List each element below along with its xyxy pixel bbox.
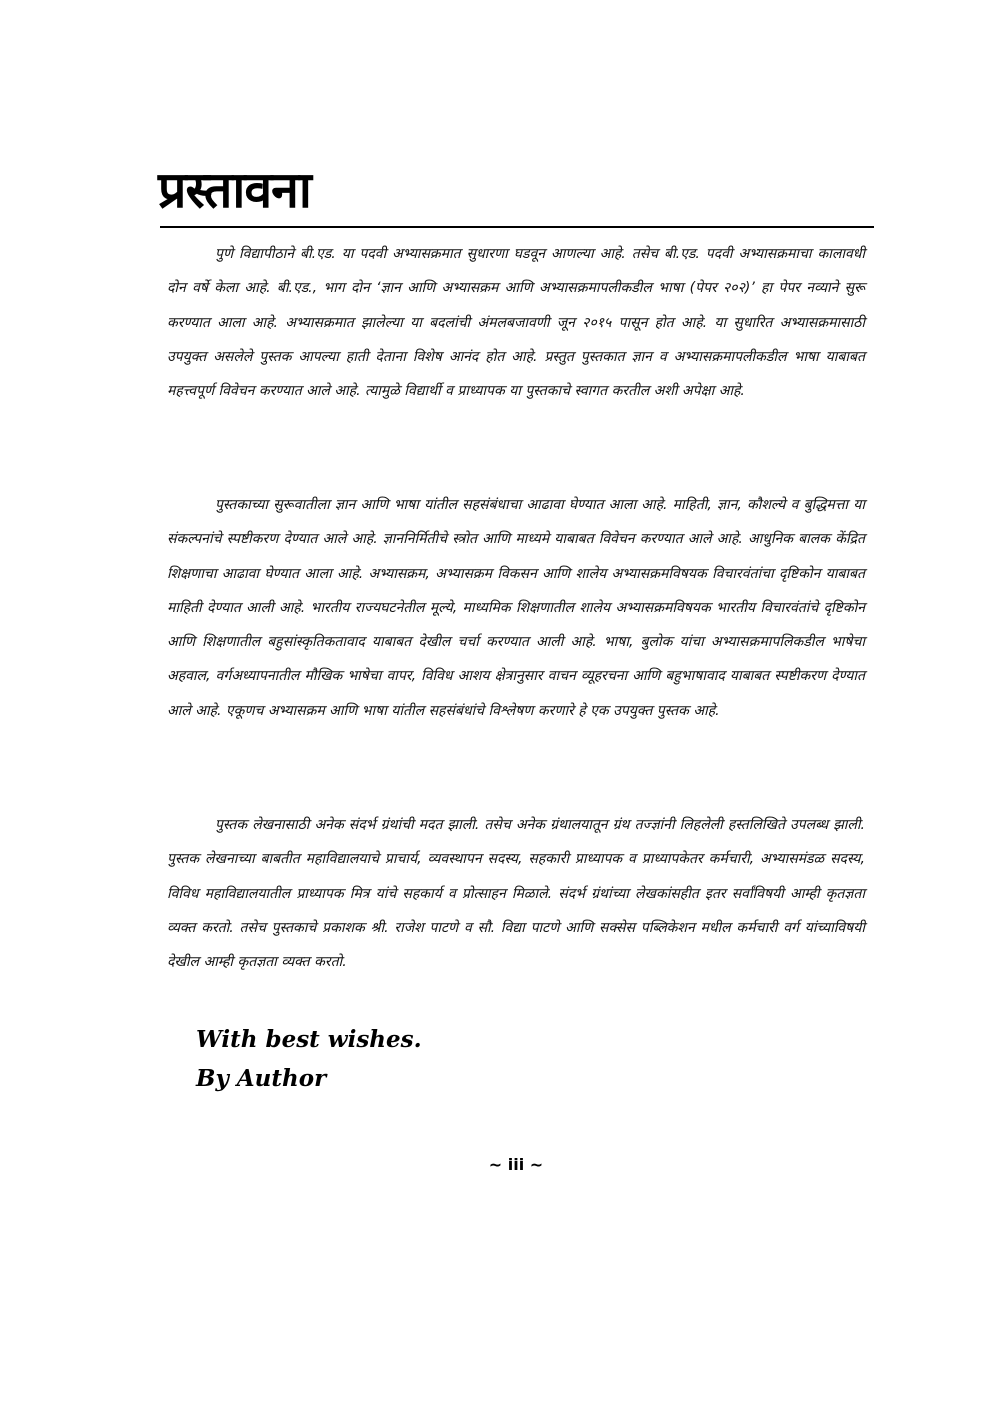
paragraph-text: पुस्तकाच्या सुरूवातीला ज्ञान आणि भाषा यांतील सहसंबंधाचा आढावा घेण्यात आला आहे. माहिती, ज्ञान, कौशल्ये व बुद्धिमत्ता या संकल्पनांचे स्पष्टीकरण देण्यात आले आहे. ज्ञाननिर्मितीचे स्त्रोत आणि माध्यमे याबाबत विवेचन करण्यात आले आहे. आधुनिक बालक केंद्रित शिक्षणाचा आढावा घेण्यात आला आहे. अभ्यासक्रम, अभ्यासक्रम विकसन आणि शालेय अभ्यासक्रमविषयक विचारवंतांचा दृष्टिकोन याबाबत माहिती देण्यात आली आहे. भारतीय राज्यघटनेतील मूल्ये, माध्यमिक शिक्षणातील शालेय अभ्यासक्रमविषयक भारतीय विचारवंतांचे दृष्टिकोन आणि शिक्षणातील बहुसांस्कृतिकतावाद याबाबत देखील चर्चा करण्यात आली आहे. भाषा, बुलोक यांचा अभ्यासक्रमापलिकडील भाषेचा अहवाल, वर्गअध्यापनातील मौखिक भाषेचा वापर, विविध आशय क्षेत्रानुसार वाचन व्यूहरचना आणि बहुभाषावाद याबाबत स्पष्टीकरण देण्यात आले आहे. एकूणच अभ्यासक्रम आणि भाषा यांतील सहसंबंधांचे विश्लेषण करणारे हे एक उपयुक्त पुस्तक आहे.	[167, 497, 865, 719]
page-title: प्रस्तावना	[158, 161, 311, 219]
paragraph-contents	[167, 488, 865, 736]
paragraph-text: पुस्तक लेखनासाठी अनेक संदर्भ ग्रंथांची मदत झाली. तसेच अनेक ग्रंथालयातून ग्रंथ तज्ज्ञांनी लिहलेली हस्तलिखिते उपलब्ध झाली. पुस्तक लेखनाच्या बाबतीत महाविद्यालयाचे प्राचार्य, व्यवस्थापन सदस्य, सहकारी प्राध्यापक व प्राध्यापकेतर कर्मचारी, अभ्यासमंडळ सदस्य, विविध महाविद्यालयातील प्राध्यापक मित्र यांचे सहकार्य व प्रोत्साहन मिळाले. संदर्भ ग्रंथांच्या लेखकांसहीत इतर सर्वांविषयी आम्ही कृतज्ञता व्यक्त करतो. तसेच पुस्तकाचे प्रकाशक श्री. राजेश पाटणे व सौ. विद्या पाटणे आणि सक्सेस पब्लिकेशन मधील कर्मचारी वर्ग यांच्याविषयी देखील आम्ही कृतज्ञता व्यक्त करतो.	[167, 817, 865, 971]
signoff-wishes: With best wishes.	[196, 1026, 422, 1053]
paragraph-intro	[167, 237, 865, 416]
paragraph-acknowledgements	[167, 808, 865, 987]
title-underline	[160, 226, 874, 228]
signoff-author: By Author	[196, 1065, 327, 1092]
page-number: ~ iii ~	[488, 1155, 544, 1174]
paragraph-text: पुणे विद्यापीठाने बी.एड. या पदवी अभ्यासक्रमात सुधारणा घडवून आणल्या आहे. तसेच बी.एड. पदवी अभ्यासक्रमाचा कालावधी दोन वर्षे केला आहे. बी.एड., भाग दोन ‘ज्ञान आणि अभ्यासक्रम आणि अभ्यासक्रमापलीकडील भाषा (पेपर २०२)’ हा पेपर नव्याने सुरू करण्यात आला आहे. अभ्यासक्रमात झालेल्या या बदलांची अंमलबजावणी जून २०१५ पासून होत आहे. या सुधारित अभ्यासक्रमासाठी उपयुक्त असलेले पुस्तक आपल्या हाती देताना विशेष आनंद होत आहे. प्रस्तुत पुस्तकात ज्ञान व अभ्यासक्रमापलीकडील भाषा याबाबत महत्त्वपूर्ण विवेचन करण्यात आले आहे. त्यामुळे विद्यार्थी व प्राध्यापक या पुस्तकाचे स्वागत करतील अशी अपेक्षा आहे.	[167, 246, 865, 400]
